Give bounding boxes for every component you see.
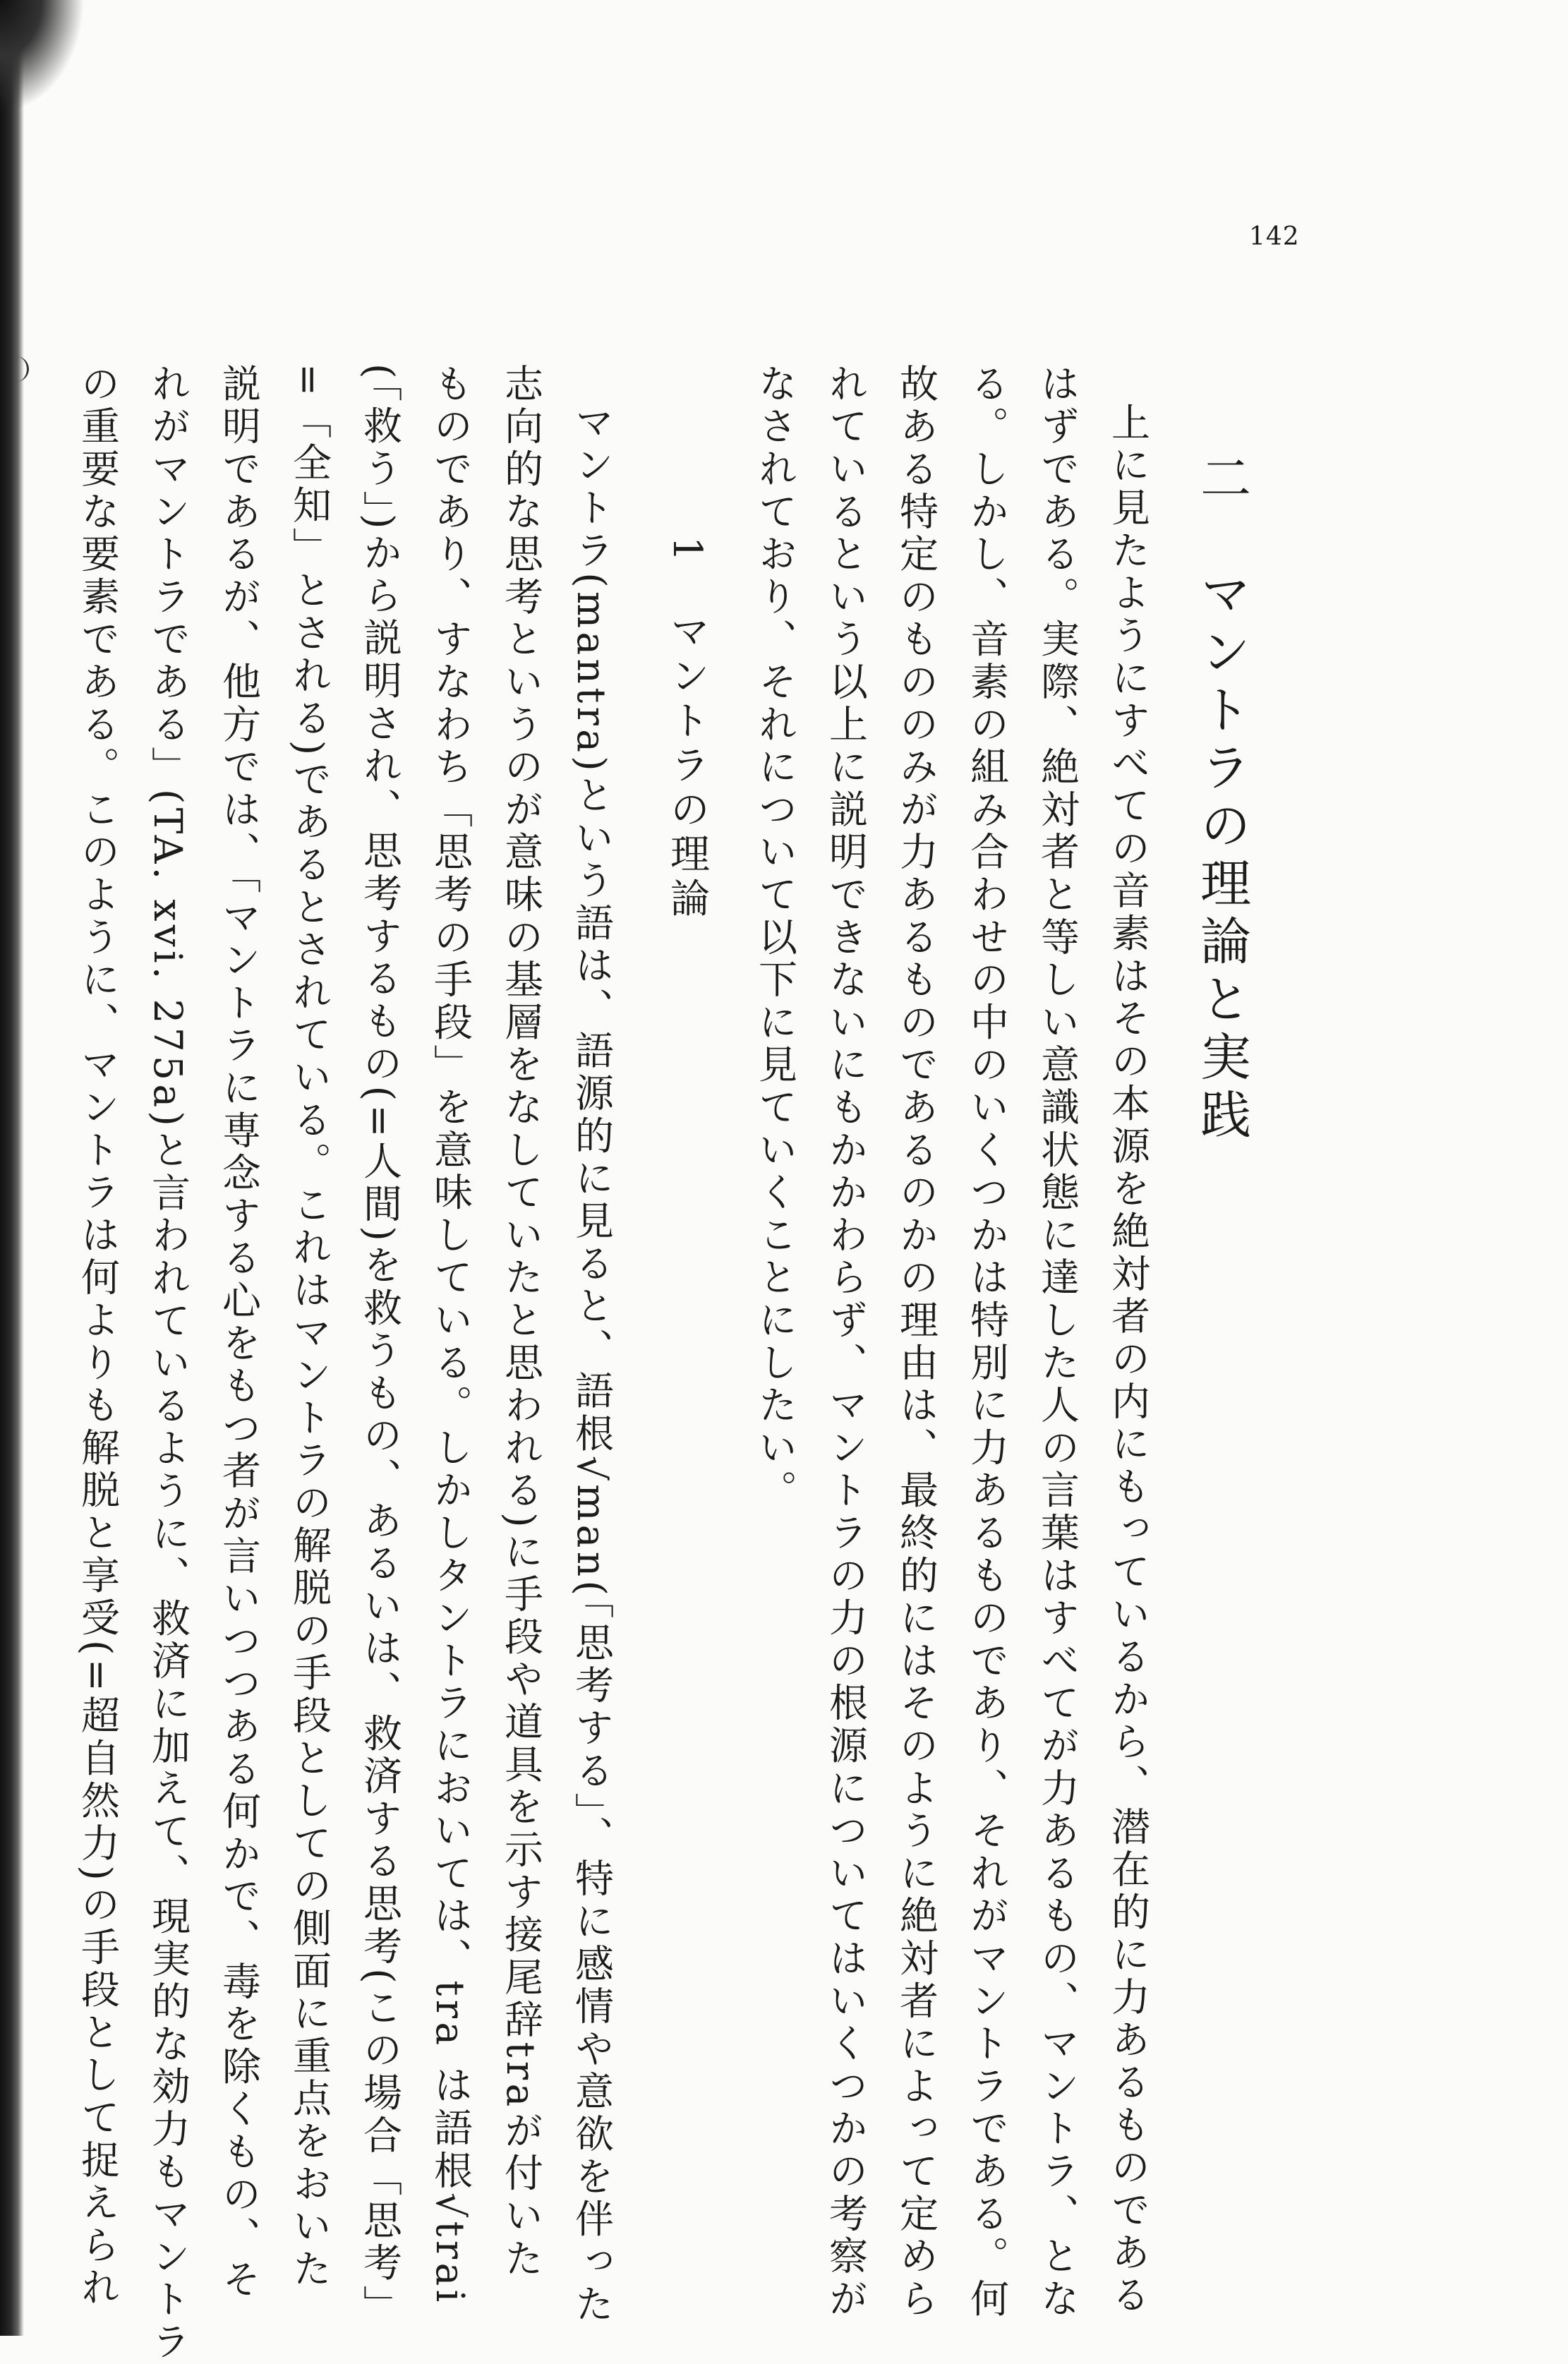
body-column: れがマントラである」(TA. xvi. 275a)と言われているように、救済に加えて、現実的な効力もマントラ bbox=[145, 363, 191, 2364]
page-number: 142 bbox=[1249, 222, 1300, 251]
subsection-title: 1 マントラの理論 bbox=[664, 536, 710, 922]
intro-column: る。しかし、音素の組み合わせの中のいくつかは特別に力あるものであり、それがマントラである。何 bbox=[964, 363, 1009, 2321]
body-column: 志向的な思考というのが意味の基層をなしていたと思われる)に手段や道具を示す接尾辞traが付いた bbox=[498, 363, 543, 2281]
intro-column: 故ある特定のもののみが力あるものであるのかの理由は、最終的にはそのように絶対者によって定めら bbox=[893, 363, 939, 2321]
intro-column: はずである。実際、絶対者と等しい意識状態に達した人の言葉はすべてが力あるもの、マントラ、とな bbox=[1035, 363, 1080, 2321]
body-column: 説明であるが、他方では、「マントラに専念する心をもつ者が言いつつある何かで、毒を除くもの、そ bbox=[216, 363, 261, 2302]
body-column: マントラ(mantra)という語は、語源的に見ると、語根√man(「思考する」、特に感情や意欲を伴った bbox=[569, 402, 614, 2327]
body-column: ものであり、すなわち「思考の手段」を意味している。しかしタントラにおいては、tra は語根√trai bbox=[428, 363, 473, 2306]
body-column: (「救う」)から説明され、思考するもの(=人間)を救うもの、あるいは、救済する思考(この場合「思考」 bbox=[357, 363, 402, 2328]
body-column: の重要な要素である。このように、マントラは何よりも解脱と享受(=超自然力)の手段として捉えられ bbox=[75, 363, 120, 2310]
intro-column: れているという以上に説明できないにもかかわらず、マントラの力の根源についてはいくつかの考察が bbox=[823, 363, 868, 2321]
binding-mark bbox=[11, 356, 29, 382]
scan-edge-shadow bbox=[0, 0, 24, 2336]
body-column: =「全知」とされる)であるとされている。これはマントラの解脱の手段としての側面に重点をおいた bbox=[287, 363, 332, 2291]
section-title: 二 マントラの理論と実践 bbox=[1192, 452, 1251, 1146]
intro-column: なされており、それについて以下に見ていくことにしたい。 bbox=[752, 363, 797, 1513]
intro-column: 上に見たようにすべての音素はその本源を絶対者の内にもっているから、潜在的に力あるものである bbox=[1105, 402, 1150, 2317]
scan-corner-shadow bbox=[0, 0, 85, 113]
